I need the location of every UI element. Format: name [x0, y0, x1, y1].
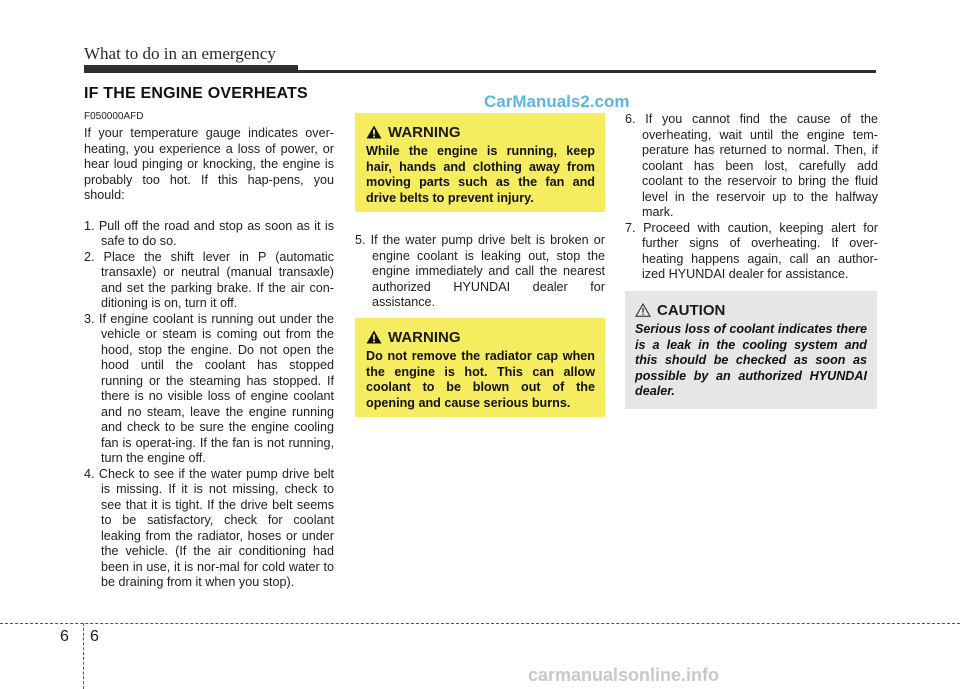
- step-7: 7. Proceed with caution, keeping alert for further signs of overheating. If over-heating happens again, call an author-ized HYUNDAI dealer for assistance.: [625, 220, 878, 281]
- intro-paragraph: If your temperature gauge indicates over-heating, you experience a loss of power, or hear loud pinging or knocking, the engine is probably too hot. If this hap-pens, you should:: [84, 126, 334, 202]
- section-title: IF THE ENGINE OVERHEATS: [84, 85, 308, 102]
- caution-box: [625, 291, 877, 409]
- step-2: 2. Place the shift lever in P (automatic transaxle) or neutral (manual transaxle) and set the parking brake. If the air con-ditioning is on, turn it off.: [84, 249, 334, 310]
- warning-box-moving-parts: [355, 113, 605, 212]
- watermark-bottom: carmanualsonline.info: [528, 665, 720, 685]
- reference-code: F050000AFD: [84, 111, 144, 122]
- column-right: [625, 112, 878, 283]
- warning-box-radiator-cap: [355, 318, 605, 417]
- column-left: [84, 126, 334, 591]
- step-3: 3. If engine coolant is running out under the vehicle or steam is coming out from the hood, stop the engine. Do not open the hood until the coolant has stopped running or the steaming has stopped. If there is no visible loss of engine coolant and no steam, leave the engine running and check to be sure the engine cooling fan is operat-ing. If the fan is not running, turn the engine off.: [84, 311, 334, 465]
- step-6: 6. If you cannot find the cause of the overheating, wait until the engine tem-perature has returned to normal. Then, if coolant has been lost, carefully add coolant to the reservoir to bring the fluid level in the reservoir up to the halfway mark.: [625, 112, 878, 219]
- warning-triangle-icon: [366, 125, 382, 139]
- header-title: What to do in an emergency: [84, 44, 276, 63]
- caution-triangle-icon: [635, 303, 651, 317]
- steps-list-left: [84, 219, 334, 591]
- step-5: 5. If the water pump drive belt is broken or engine coolant is leaking out, stop the engine immediately and call the nearest authorized HYUNDAI dealer for assistance.: [355, 233, 605, 309]
- warning-header: [366, 122, 595, 142]
- footer-divider: [83, 623, 84, 689]
- steps-list-middle: [355, 233, 605, 311]
- caution-text: Serious loss of coolant indicates there is a leak in the cooling system and this should be checked as soon as possible by an authorized HYUNDAI dealer.: [635, 322, 867, 398]
- warning-text: While the engine is running, keep hair, hands and clothing away from moving parts such as the fan and drive belts to prevent injury.: [366, 144, 595, 205]
- chapter-number: 6: [60, 628, 69, 645]
- steps-list-right: [625, 112, 878, 283]
- step-4: 4. Check to see if the water pump drive belt is missing. If it is not missing, check to see that it is tight. If the drive belt seems to be satisfactory, check for coolant leaking from the radiator, hoses or under the vehicle. (If the air conditioning had been in use, it is nor-mal for cold water to be draining from it when you stop).: [84, 466, 334, 589]
- warning-text: Do not remove the radiator cap when the engine is hot. This can allow coolant to be blown out of the opening and cause serious burns.: [366, 349, 595, 410]
- warning-label: WARNING: [388, 123, 461, 141]
- column-middle: [355, 233, 605, 311]
- page-number: 6: [90, 628, 99, 645]
- warning-triangle-icon: [366, 330, 382, 344]
- caution-header: [635, 300, 867, 320]
- header-rule: [84, 70, 876, 73]
- footer-rule: [0, 623, 960, 624]
- watermark-top: CarManuals2.com: [484, 92, 630, 111]
- caution-label: CAUTION: [657, 301, 726, 319]
- warning-header: [366, 327, 595, 347]
- warning-label: WARNING: [388, 328, 461, 346]
- step-1: 1. Pull off the road and stop as soon as it is safe to do so.: [84, 218, 334, 248]
